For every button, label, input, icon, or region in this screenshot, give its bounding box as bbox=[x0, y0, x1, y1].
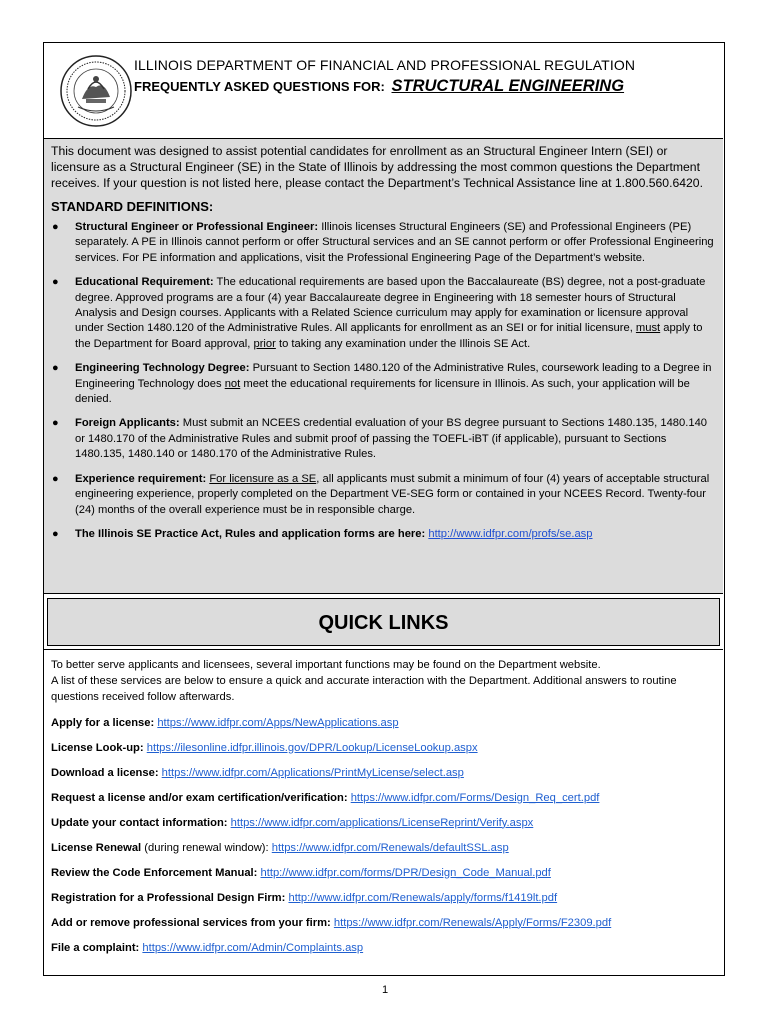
quick-links-body bbox=[44, 650, 723, 956]
bullet-icon: ● bbox=[52, 276, 59, 289]
emphasis-must: must bbox=[635, 322, 661, 335]
quick-link-url[interactable]: https://ilesonline.idfpr.illinois.gov/DPR/Lookup/LicenseLookup.aspx bbox=[146, 741, 478, 754]
quick-link-item bbox=[51, 765, 717, 781]
bullet-icon: ● bbox=[52, 417, 59, 430]
definition-text: Pursuant to Section 1480.120 of the Administrative Rules, coursework leading to a Degree in Engineering Technology does bbox=[75, 362, 712, 390]
quick-link-item bbox=[51, 865, 717, 881]
quick-link-item bbox=[51, 940, 717, 956]
se-forms-link[interactable]: http://www.idfpr.com/profs/se.asp bbox=[428, 527, 593, 540]
definition-text: apply to the Department for Board approval, bbox=[75, 322, 703, 350]
quick-link-label: Apply for a license: bbox=[51, 716, 155, 729]
quick-link-label: Update your contact information: bbox=[51, 816, 228, 829]
quick-link-url[interactable]: https://www.idfpr.com/Admin/Complaints.asp bbox=[142, 941, 364, 954]
quick-link-url[interactable]: https://www.idfpr.com/applications/LicenseReprint/Verify.aspx bbox=[230, 816, 534, 829]
definition-forms bbox=[51, 527, 717, 542]
quick-link-url[interactable]: https://www.idfpr.com/Renewals/Apply/Forms/F2309.pdf bbox=[333, 916, 612, 929]
quick-links-header-box bbox=[47, 598, 720, 646]
definitions-section bbox=[44, 139, 723, 594]
definition-text: meet the educational requirements for licensure in Illinois. As such, your application will be denied. bbox=[75, 377, 690, 406]
quick-link-label: Registration for a Professional Design Firm: bbox=[51, 891, 286, 904]
definition-technology bbox=[51, 361, 717, 407]
quick-link-label: Request a license and/or exam certification/verification: bbox=[51, 791, 348, 804]
definition-term: The Illinois SE Practice Act, Rules and application forms are here: bbox=[75, 527, 426, 540]
document-title bbox=[134, 77, 624, 96]
quick-links-list bbox=[51, 715, 717, 956]
document-header bbox=[44, 43, 723, 139]
quick-link-url[interactable]: https://www.idfpr.com/Apps/NewApplications.asp bbox=[157, 716, 399, 729]
definition-text: Illinois licenses Structural Engineers (SE) and Professional Engineers (PE) separately. A PE in Illinois cannot perform or offer Structural services and an SE cannot perform or offer Professional Engineering services. For PE information and applications, visit the Professional Engineering Page of the Department’s website. bbox=[75, 221, 714, 264]
quick-link-label: License Look-up: bbox=[51, 741, 144, 754]
state-seal-icon bbox=[58, 53, 134, 129]
quick-link-label: License Renewal bbox=[51, 841, 142, 854]
quick-link-item bbox=[51, 915, 717, 931]
definition-se-pe bbox=[51, 220, 717, 266]
definition-text: Must submit an NCEES credential evaluation of your BS degree pursuant to Sections 1480.135, 1480.140 or 1480.170 of the Administrative Rules and submit proof of passing the TOEFL-iBT (if applicable), pursuant to Sections 1480.135, 1480.140 or 1480.170 of the Administrative Rules. bbox=[75, 417, 708, 461]
quick-link-label: Download a license: bbox=[51, 766, 159, 779]
quick-link-label: Add or remove professional services from your firm: bbox=[51, 916, 331, 929]
bullet-icon: ● bbox=[52, 221, 59, 233]
title-subject: STRUCTURAL ENGINEERING bbox=[391, 77, 625, 95]
title-prefix: FREQUENTLY ASKED QUESTIONS FOR: bbox=[134, 79, 385, 94]
definition-term: Structural Engineer or Professional Engineer: bbox=[75, 221, 319, 233]
quick-links-header bbox=[44, 594, 723, 650]
intro-paragraph: This document was designed to assist potential candidates for enrollment as an Structural Engineer Intern (SEI) or licensure as a Structural Engineer (SE) in the State of Illinois by addressing the most common questions the Department receives. If your question is not listed here, please contact the Department’s Technical Assistance line at 1.800.560.6420. bbox=[51, 144, 703, 190]
definition-text: to taking any examination under the Illinois SE Act. bbox=[278, 337, 531, 350]
quick-links-intro-line: A list of these services are below to ensure a quick and accurate interaction with the Department. Additional answers to routine questions received follow afterwards. bbox=[51, 675, 677, 704]
bullet-icon: ● bbox=[52, 472, 59, 485]
definition-experience bbox=[51, 472, 717, 518]
quick-link-label: Review the Code Enforcement Manual: bbox=[51, 866, 258, 879]
emphasis-licensure: For licensure as a SE bbox=[209, 472, 317, 485]
quick-link-item bbox=[51, 715, 717, 731]
definitions-list bbox=[51, 220, 717, 542]
quick-links-intro-line: To better serve applicants and licensees, several important functions may be found on the Department website. bbox=[51, 659, 601, 671]
bullet-icon: ● bbox=[52, 527, 59, 540]
quick-link-item bbox=[51, 790, 717, 806]
quick-link-url[interactable]: https://www.idfpr.com/Renewals/defaultSSL.asp bbox=[271, 841, 509, 854]
quick-link-note: (during renewal window): bbox=[141, 841, 269, 854]
quick-link-item bbox=[51, 840, 717, 856]
definition-education bbox=[51, 275, 717, 352]
quick-link-url[interactable]: http://www.idfpr.com/forms/DPR/Design_Code_Manual.pdf bbox=[260, 866, 551, 879]
quick-link-url[interactable]: http://www.idfpr.com/Renewals/apply/forms/f1419lt.pdf bbox=[288, 891, 558, 904]
definition-term: Foreign Applicants: bbox=[75, 417, 180, 430]
quick-link-url[interactable]: https://www.idfpr.com/Forms/Design_Req_cert.pdf bbox=[350, 791, 600, 804]
definition-text: , all applicants must submit a minimum of four (4) years of acceptable structural engineering experience, properly completed on the Department VE-SEG form or contained in your NCEES Record. Twenty-four (24) months of the overall experience must be in responsible charge. bbox=[75, 472, 710, 516]
bullet-icon: ● bbox=[52, 362, 59, 375]
page-number: 1 bbox=[381, 984, 389, 996]
emphasis-not: not bbox=[224, 377, 241, 390]
quick-links-title: QUICK LINKS bbox=[318, 612, 449, 634]
definition-foreign bbox=[51, 416, 717, 462]
department-name: ILLINOIS DEPARTMENT OF FINANCIAL AND PROFESSIONAL REGULATION bbox=[134, 57, 636, 73]
definition-text: The educational requirements are based upon the Baccalaureate (BS) degree, not a post-graduate degree. Approved programs are a four (4) year Baccalaureate degree in Engineering with 18 semester hours of Structural Analysis and Design courses. Applicants with a Related Science curriculum may apply for examination or licensure approval under Section 1480.120 of the Administrative Rules. All applicants for enrollment as an SEI or for initial licensure, bbox=[75, 276, 706, 335]
definition-term: Engineering Technology Degree: bbox=[75, 362, 250, 375]
quick-link-url[interactable]: https://www.idfpr.com/Applications/PrintMyLicense/select.asp bbox=[161, 766, 464, 779]
document-frame bbox=[43, 42, 725, 976]
quick-link-label: File a complaint: bbox=[51, 941, 140, 954]
quick-link-item bbox=[51, 740, 717, 756]
quick-link-item bbox=[51, 890, 717, 906]
definition-term: Experience requirement: bbox=[75, 472, 207, 485]
emphasis-prior: prior bbox=[253, 337, 276, 350]
definitions-title: STANDARD DEFINITIONS: bbox=[51, 199, 214, 214]
quick-links-intro bbox=[51, 657, 717, 706]
quick-link-item bbox=[51, 815, 717, 831]
definition-term: Educational Requirement: bbox=[75, 276, 214, 289]
